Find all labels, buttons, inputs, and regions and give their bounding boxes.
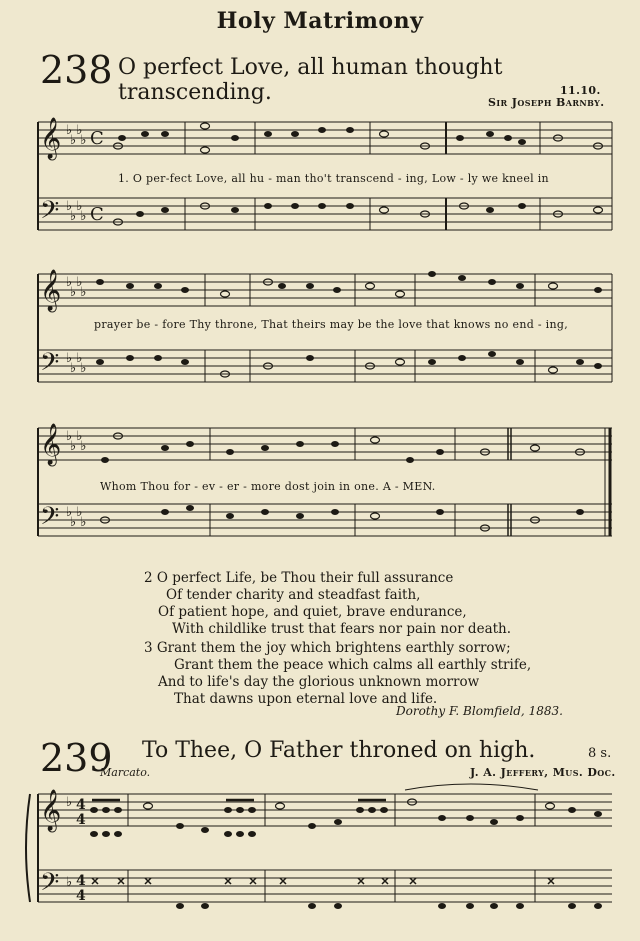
svg-text:C: C [90, 128, 104, 149]
svg-text:𝄢: 𝄢 [40, 502, 60, 537]
svg-text:♭ ♭: ♭ ♭ [66, 351, 83, 366]
hymn-238-lyrics-line-1: 1. O per-fect Love, all hu - man tho't transcend - ing, Low - ly we kneel in [118, 172, 549, 185]
hymn-238-lyrics-line-2: prayer be - fore Thy throne, That theirs may be the love that knows no end - ing, [94, 318, 569, 331]
svg-text:♭: ♭ [66, 795, 73, 810]
svg-text:4: 4 [76, 888, 86, 904]
verse-line: Grant them the joy which brightens earthly sorrow; [156, 640, 511, 656]
verse-number: 2 [144, 570, 153, 586]
verse-line: Of tender charity and steadfast faith, [166, 587, 421, 603]
verse-line: Of patient hope, and quiet, brave endurance, [158, 604, 467, 620]
music-system-4 [0, 782, 640, 941]
hymn-238-attribution: Dorothy F. Blomfield, 1883. [396, 704, 563, 718]
verse-line: With childlike trust that fears nor pain nor death. [172, 621, 512, 637]
hymn-239-tempo: Marcato. [100, 766, 151, 779]
verse-line: Grant them the peace which calms all earthly strife, [174, 657, 532, 673]
svg-text:𝄢: 𝄢 [40, 868, 60, 903]
svg-text:♭ ♭: ♭ ♭ [70, 361, 87, 376]
svg-text:𝄞: 𝄞 [40, 424, 62, 465]
svg-text:4: 4 [76, 873, 86, 889]
hymn-238-lyrics-line-3: Whom Thou for - ev - er - more dost join in one. A - MEN. [100, 480, 436, 493]
verse-line: And to life's day the glorious unknown morrow [158, 674, 480, 690]
verse-3 [144, 640, 531, 708]
svg-text:𝄞: 𝄞 [40, 270, 62, 311]
hymn-239-meter: 8 s. [588, 746, 612, 761]
svg-text:♭ ♭: ♭ ♭ [70, 285, 87, 300]
music-system-2 [0, 262, 640, 402]
svg-text:♭ ♭: ♭ ♭ [70, 515, 87, 530]
verse-2 [144, 570, 511, 638]
svg-text:4: 4 [76, 812, 86, 828]
verse-line: That dawns upon eternal love and life. [174, 691, 438, 707]
svg-text:4: 4 [76, 797, 86, 813]
hymn-238-meter: 11.10. [560, 84, 601, 97]
svg-text:C: C [90, 204, 104, 225]
svg-text:𝄢: 𝄢 [40, 348, 60, 383]
svg-text:♭ ♭: ♭ ♭ [66, 275, 83, 290]
hymn-239-title: To Thee, O Father throned on high. [142, 738, 536, 763]
svg-text:♭ ♭: ♭ ♭ [66, 199, 83, 214]
verse-line: O perfect Life, be Thou their full assurance [156, 570, 454, 586]
svg-text:♭ ♭: ♭ ♭ [70, 439, 87, 454]
svg-text:𝄢: 𝄢 [40, 196, 60, 231]
svg-text:♭: ♭ [66, 875, 73, 890]
hymn-238-number: 238 [40, 48, 113, 92]
svg-text:♭ ♭: ♭ ♭ [66, 429, 83, 444]
hymn-238-title: O perfect Love, all human thought transcending. [118, 55, 503, 105]
section-title: Holy Matrimony [216, 8, 424, 34]
hymn-239-composer: J. A. Jeffery, Mus. Doc. [470, 766, 616, 779]
svg-text:𝄞: 𝄞 [40, 118, 62, 159]
svg-text:♭ ♭: ♭ ♭ [66, 505, 83, 520]
author-name: Dorothy F. Blomfield [396, 704, 521, 718]
svg-text:♭ ♭: ♭ ♭ [70, 209, 87, 224]
hymn-239-number: 239 [40, 736, 113, 780]
svg-text:𝄞: 𝄞 [40, 790, 62, 831]
author-year: 1883. [528, 704, 563, 718]
verse-number: 3 [144, 640, 153, 656]
svg-text:♭ ♭: ♭ ♭ [70, 133, 87, 148]
hymn-238-composer: Sir Joseph Barnby. [488, 96, 605, 109]
svg-text:♭ ♭: ♭ ♭ [66, 123, 83, 138]
